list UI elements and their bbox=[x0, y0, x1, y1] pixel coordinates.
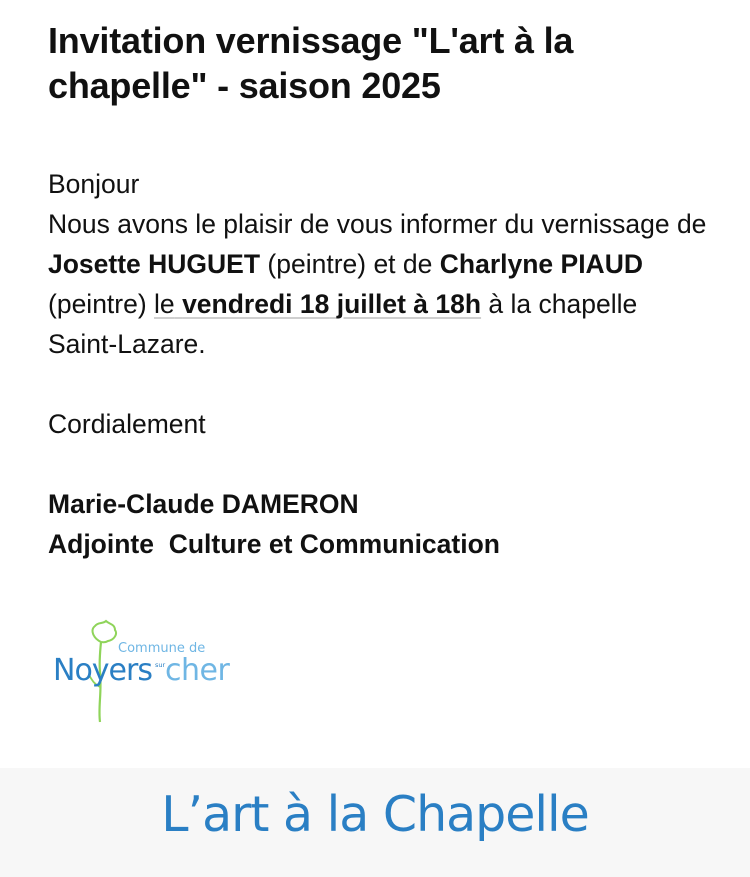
logo-commune-text: Commune de bbox=[118, 641, 206, 656]
closing-text: Cordialement bbox=[48, 409, 206, 439]
intro-text: Nous avons le plaisir de vous informer du vernissage de bbox=[48, 209, 707, 239]
date-link[interactable]: le vendredi 18 juillet à 18h bbox=[154, 289, 482, 319]
logo-cher-text: cher bbox=[165, 653, 230, 688]
date-text-2: juillet à 18h bbox=[336, 289, 482, 319]
signature-name: Marie-Claude DAMERON bbox=[48, 489, 359, 519]
signature-block bbox=[48, 484, 708, 564]
invitation-paragraph bbox=[48, 204, 708, 364]
logo-noyers-text: Noyers bbox=[53, 653, 152, 688]
artist-role-1: (peintre) et de bbox=[260, 249, 440, 279]
date-text-1: vendredi 18 bbox=[182, 289, 330, 319]
logo-sur-text: sur bbox=[155, 661, 166, 669]
greeting-text: Bonjour bbox=[48, 169, 140, 199]
email-message bbox=[48, 164, 708, 364]
email-title: Invitation vernissage "L'art à la chapelle" - saison 2025 bbox=[48, 20, 574, 106]
artist-role-2: (peintre) bbox=[48, 289, 155, 319]
event-banner bbox=[0, 768, 750, 877]
artist-name-1: Josette HUGUET bbox=[48, 249, 261, 279]
commune-logo bbox=[48, 612, 232, 732]
place-text: à la chapelle Saint-Lazare. bbox=[48, 289, 638, 359]
signature-role: Adjointe Culture et Communication bbox=[48, 529, 500, 559]
artist-name-2: Charlyne PIAUD bbox=[439, 249, 643, 279]
banner-title: L’art à la Chapelle bbox=[161, 786, 589, 843]
email-body bbox=[48, 18, 708, 564]
